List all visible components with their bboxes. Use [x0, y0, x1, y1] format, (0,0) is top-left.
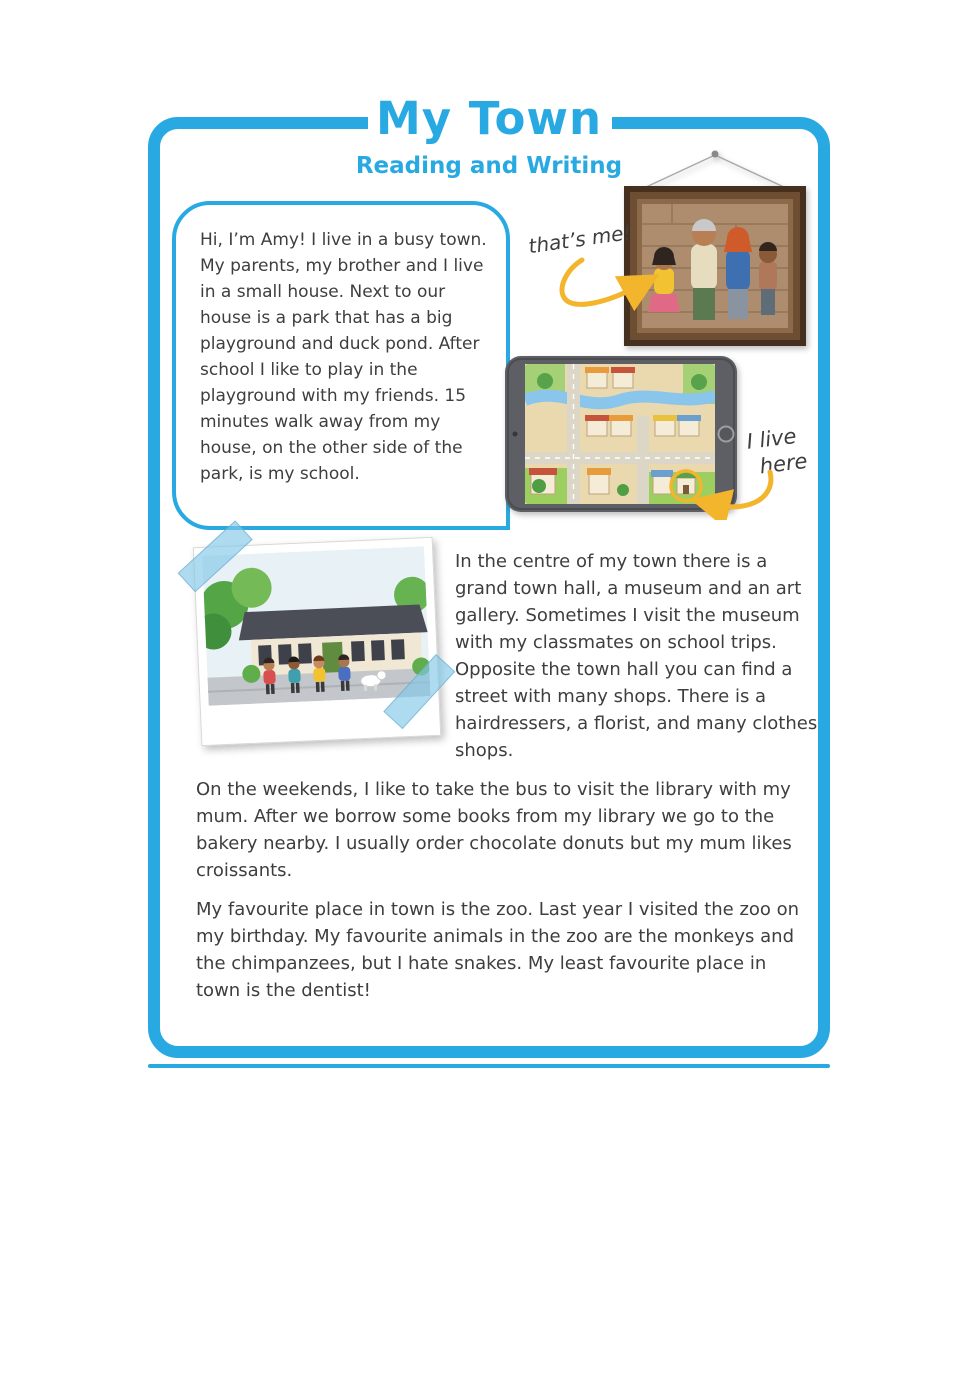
page-title: My Town — [375, 92, 603, 145]
bottom-accent-line — [148, 1064, 830, 1068]
i-live-here-label: I live here — [745, 423, 809, 479]
thats-me-label: that’s me! — [526, 220, 633, 259]
tablet-home-button-icon — [719, 427, 734, 442]
i-live-here-arrow-icon — [692, 468, 778, 520]
intro-text: Hi, I’m Amy! I live in a busy town. My parents, my brother and I live in a small house. Next to our house is a park that has a big playground and duck pond. After school I like to play in the playground with my friends. 15 minutes walk away from my house, on the other side of the park, is my school. — [200, 230, 487, 484]
tablet-camera-icon — [513, 432, 518, 437]
family-photo-illustration — [616, 148, 814, 350]
paragraph-town-centre: In the centre of my town there is a grand town hall, a museum and an art gallery. Sometimes I visit the museum with my classmates on school trips. Opposite the town hall you can find a street with many shops. There is a hairdressers, a florist, and many clothes shops. — [455, 551, 818, 761]
paragraph-favourite: My favourite place in town is the zoo. Last year I visited the zoo on my birthday. My favourite animals in the zoo are the monkeys and the chimpanzees, but I hate snakes. My least favourite place in town is the dentist! — [196, 899, 800, 1001]
page-subtitle: Reading and Writing — [355, 153, 623, 179]
hanging-string-icon — [644, 151, 786, 189]
intro-speech-bubble — [172, 201, 510, 530]
paragraph-weekends: On the weekends, I like to take the bus to visit the library with my mum. After we borrow some books from my library we go to the bakery nearby. I usually order chocolate donuts but my mum likes croissants. — [196, 779, 792, 881]
school-photo-polaroid — [193, 537, 441, 746]
school-photo-illustration — [202, 546, 430, 706]
thats-me-arrow-icon — [552, 256, 664, 314]
